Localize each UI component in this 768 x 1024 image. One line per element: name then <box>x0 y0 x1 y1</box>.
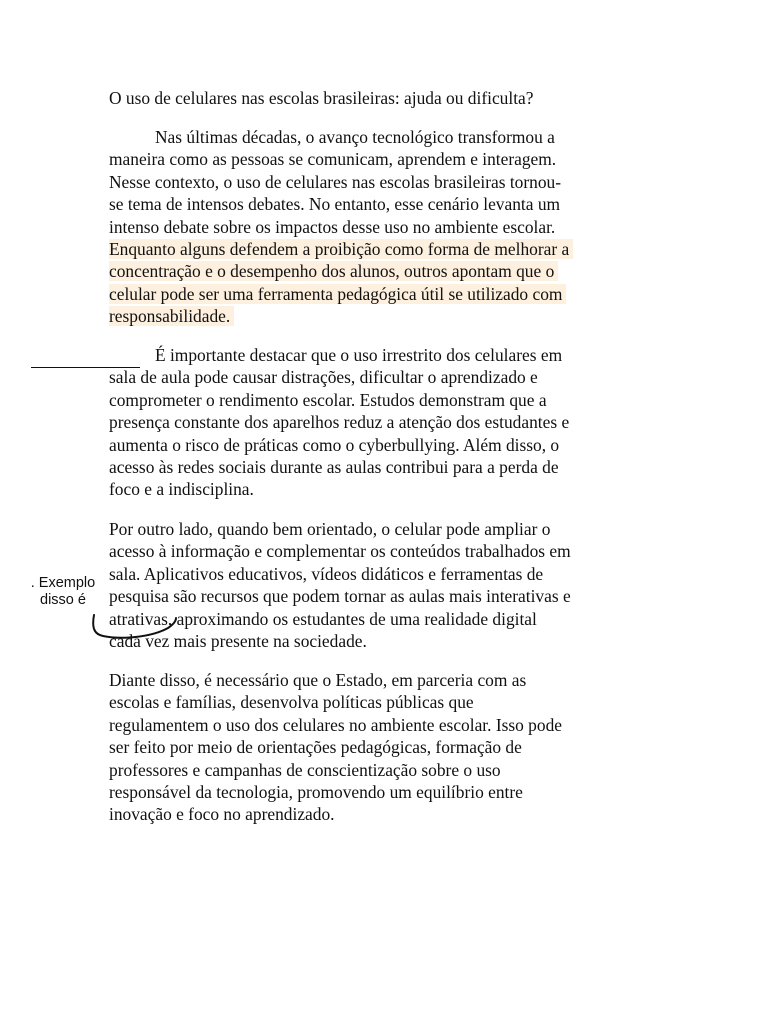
paragraph-2-line: acesso às redes sociais durante as aulas contribui para a perda de <box>109 456 559 477</box>
paragraph-3 <box>109 518 669 652</box>
paragraph-1 <box>109 126 669 328</box>
paragraph-4-line: escolas e famílias, desenvolva políticas públicas que <box>109 692 474 713</box>
highlighted-text: Enquanto alguns defendem a proibição como forma de melhorar a <box>109 239 573 259</box>
paragraph-2-line: foco e a indisciplina. <box>109 479 254 500</box>
paragraph-2 <box>109 344 669 501</box>
paragraph-2-line: sala de aula pode causar distrações, dificultar o aprendizado e <box>109 367 538 388</box>
margin-note: . Exemplo disso é <box>30 575 96 608</box>
paragraph-1-line: intenso debate sobre os impactos desse uso no ambiente escolar. <box>109 216 556 237</box>
paragraph-2-line: comprometer o rendimento escolar. Estudos demonstram que a <box>109 389 547 410</box>
paragraph-3-line: cada vez mais presente na sociedade. <box>109 630 367 651</box>
highlighted-line-wrapper <box>109 260 669 282</box>
essay-title: O uso de celulares nas escolas brasileiras: ajuda ou dificulta? <box>109 88 534 108</box>
paragraph-2-line: É importante destacar que o uso irrestrito dos celulares em <box>155 345 563 365</box>
paragraph-1-line: Nas últimas décadas, o avanço tecnológico transformou a <box>155 127 555 147</box>
paragraph-4-line: professores e campanhas de conscientização sobre o uso <box>109 759 501 780</box>
paragraph-4 <box>109 669 669 826</box>
paragraph-2-line: presença constante dos aparelhos reduz a atenção dos estudantes e <box>109 412 570 433</box>
highlighted-text: concentração e o desempenho dos alunos, outros apontam que o <box>109 261 558 281</box>
highlighted-line-wrapper <box>109 305 669 327</box>
paragraph-3-line: pesquisa são recursos que podem tornar as aulas mais interativas e <box>109 586 571 607</box>
paragraph-2-line: aumenta o risco de práticas como o cyberbullying. Além disso, o <box>109 434 560 455</box>
paragraph-3-line: sala. Aplicativos educativos, vídeos didáticos e ferramentas de <box>109 563 544 584</box>
paragraph-4-line: Diante disso, é necessário que o Estado, em parceria com as <box>109 670 527 690</box>
paragraph-4-line: responsável da tecnologia, promovendo um equilíbrio entre <box>109 781 523 802</box>
paragraph-1-line: maneira como as pessoas se comunicam, aprendem e interagem. <box>109 149 557 170</box>
paragraph-1-line: se tema de intensos debates. No entanto, esse cenário levanta um <box>109 194 561 215</box>
highlighted-line-wrapper <box>109 283 669 305</box>
paragraph-1-line: Nesse contexto, o uso de celulares nas escolas brasileiras tornou- <box>109 171 562 192</box>
paragraph-3-line: atrativas, aproximando os estudantes de uma realidade digital <box>109 608 537 629</box>
paragraph-4-line: ser feito por meio de orientações pedagógicas, formação de <box>109 737 522 758</box>
paragraph-3-line: acesso à informação e complementar os conteúdos trabalhados em <box>109 541 571 562</box>
paragraph-4-line: regulamentem o uso dos celulares no ambiente escolar. Isso pode <box>109 714 562 735</box>
highlighted-line-wrapper <box>109 238 669 260</box>
paragraph-4-line: inovação e foco no aprendizado. <box>109 804 335 825</box>
paragraph-3-line: Por outro lado, quando bem orientado, o celular pode ampliar o <box>109 519 551 539</box>
highlighted-text: celular pode ser uma ferramenta pedagógica útil se utilizado com <box>109 284 566 304</box>
highlighted-text: responsabilidade. <box>109 306 234 326</box>
